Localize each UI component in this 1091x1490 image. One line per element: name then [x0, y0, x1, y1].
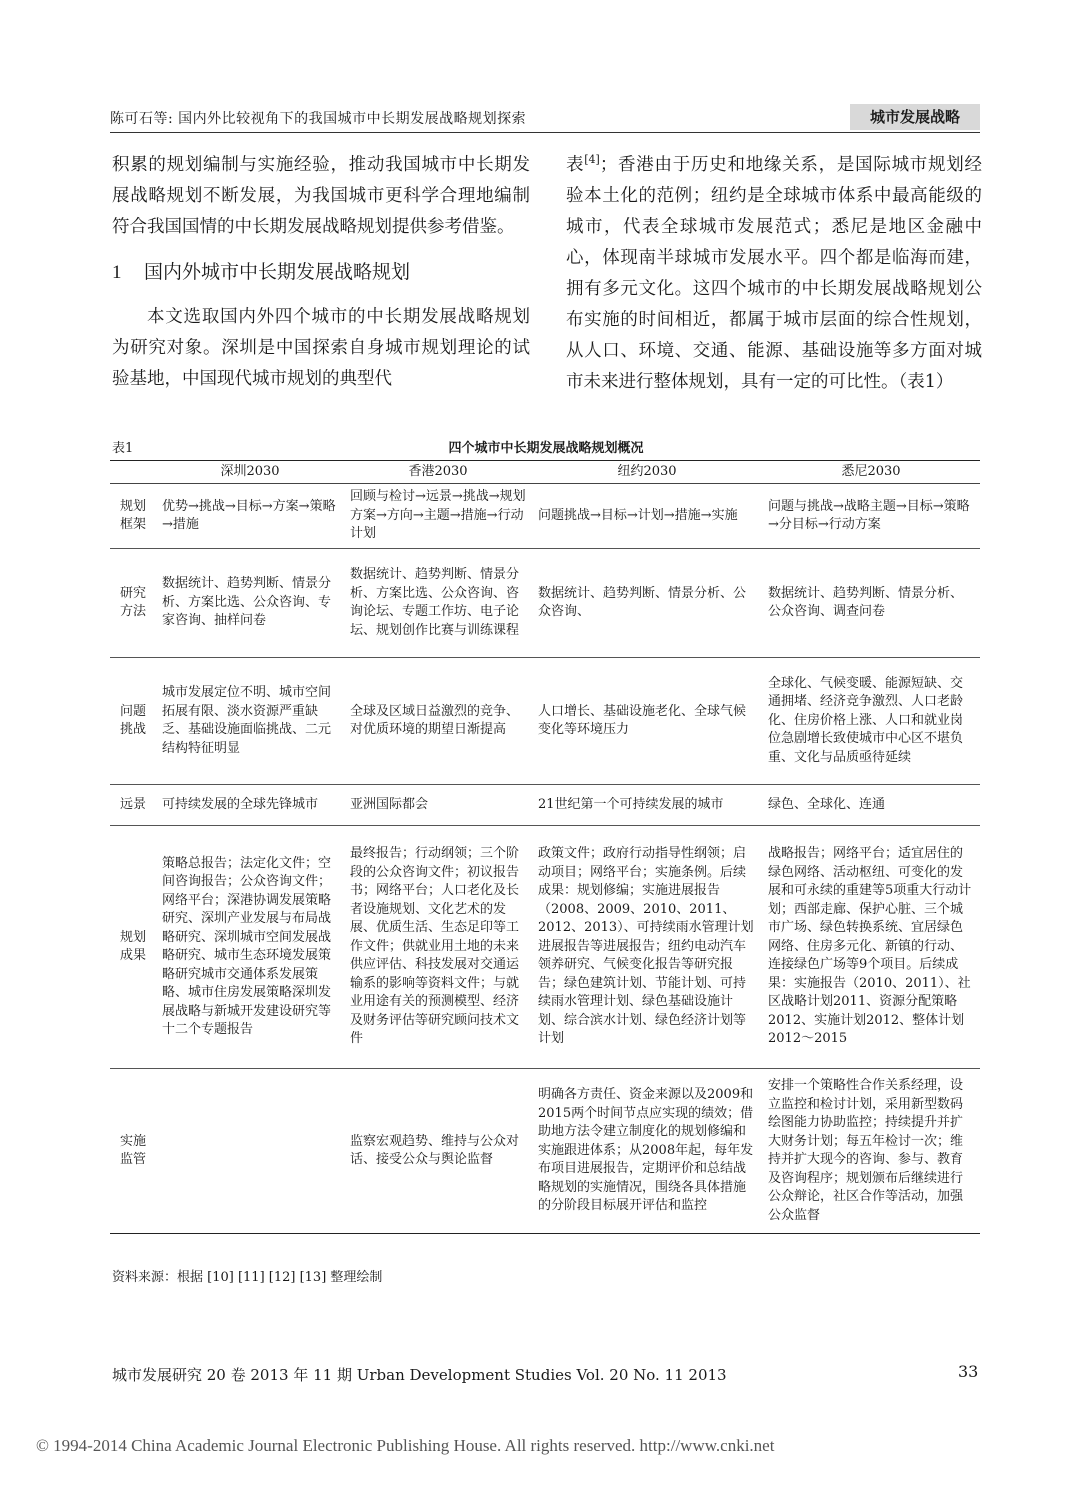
comparison-table [110, 460, 980, 1234]
row-header: 规划成果 [110, 826, 156, 1069]
table-cell: 城市发展定位不明、城市空间拓展有限、淡水资源严重缺乏、基础设施面临挑战、二元结构特征明显 [156, 658, 344, 785]
table-row [110, 785, 980, 826]
column-header [110, 461, 156, 484]
table-label: 表1 [112, 441, 134, 456]
section-title: 国内外城市中长期发展战略规划 [144, 261, 411, 283]
table-cell: 安排一个策略性合作关系经理，设立监控和检讨计划，采用新型数码绘图能力协助监控；持续提升并扩大财务计划；每五年检讨一次；维持并扩大现今的咨询、参与、教育及咨询程序；规划颁布后继续进行公众辩论，社区合作等活动，加强公众监督 [762, 1069, 980, 1234]
table-cell: 明确各方责任、资金来源以及2009和2015两个时间节点应实现的绩效；借助地方法令建立制度化的规划修编和实施跟进体系；从2008年起，每年发布项目进展报告，定期评价和总结战略规划的实施情况，围绕各具体措施的分阶段目标展开评估和监控 [532, 1069, 762, 1234]
section-number: 1 [112, 262, 122, 283]
table-row [110, 658, 980, 785]
page-number: 33 [958, 1362, 979, 1381]
paragraph: 积累的规划编制与实施经验，推动我国城市中长期发展战略规划不断发展，为我国城市更科学合理地编制符合我国国情的中长期发展战略规划提供参考借鉴。 [112, 155, 530, 237]
table-cell: 全球化、气候变暖、能源短缺、交通拥堵、经济竞争激烈、人口老龄化、住房价格上涨、人口和就业岗位急剧增长致使城市中心区不堪负重、文化与品质亟待延续 [762, 658, 980, 785]
table-row [110, 1069, 980, 1234]
table-cell: 21世纪第一个可持续发展的城市 [532, 785, 762, 826]
table-cell: 问题挑战→目标→计划→措施→实施 [532, 484, 762, 549]
running-header-section: 城市发展战略 [850, 104, 980, 130]
table-row [110, 549, 980, 658]
column-header: 深圳2030 [156, 461, 344, 484]
table-cell: 策略总报告；法定化文件；空间咨询报告；公众咨询文件；网络平台；深港协调发展策略研究、深圳产业发展与布局战略研究、深圳城市空间发展战略研究、城市生态环境发展策略研究城市交通体系发展策略、城市住房发展策略深圳发展战略与新城开发建设研究等十二个专题报告 [156, 826, 344, 1069]
citation: [4] [584, 153, 600, 167]
table-cell: 问题与挑战→战略主题→目标→策略→分目标→行动方案 [762, 484, 980, 549]
table-source-note: 资料来源：根据 [10] [11] [12] [13] 整理绘制 [112, 1270, 383, 1285]
column-header: 纽约2030 [532, 461, 762, 484]
table-cell: 战略报告；网络平台；适宜居住的绿色网络、活动枢纽、可变化的发展和可永续的重建等5项重大行动计划；西部走廊、保护心脏、三个城市广场、绿色转换系统、宜居绿色网络、住房多元化、新镇的行动、连接绿色广场等9个项目。后续成果：实施报告（2010、2011）、社区战略计划2011、资源分配策略2012、实施计划2012、整体计划2012～2015 [762, 826, 980, 1069]
table-cell: 绿色、全球化、连通 [762, 785, 980, 826]
paragraph-start: 表 [566, 155, 585, 175]
running-header-title: 陈可石等: 国内外比较视角下的我国城市中长期发展战略规划探索 [110, 111, 527, 127]
row-header: 规划框架 [110, 484, 156, 549]
table-cell: 全球及区域日益激烈的竞争、对优质环境的期望日渐提高 [344, 658, 532, 785]
table-cell [156, 1069, 344, 1234]
column-header: 悉尼2030 [762, 461, 980, 484]
table-cell: 政策文件；政府行动指导性纲领；启动项目；网络平台；实施条例。后续成果：规划修编；实施进展报告（2008、2009、2010、2011、2012、2013）、可持续雨水管理计划进展报告等进展报告；纽约电动汽车领养研究、气候变化报告等研究报告；绿色建筑计划、节能计划、可持续雨水管理计划、绿色基础设施计划、综合滨水计划、绿色经济计划等计划 [532, 826, 762, 1069]
table-cell: 数据统计、趋势判断、情景分析、公众咨询、 [532, 549, 762, 658]
table-cell: 数据统计、趋势判断、情景分析、方案比选、公众咨询、咨询论坛、专题工作坊、电子论坛、规划创作比赛与训练课程 [344, 549, 532, 658]
copyright-notice: © 1994-2014 China Academic Journal Electronic Publishing House. All rights reserved. http://www.cnki.net [36, 1436, 775, 1455]
row-header: 实施监管 [110, 1069, 156, 1234]
table-cell: 回顾与检讨→远景→挑战→规划方案→方向→主题→措施→行动计划 [344, 484, 532, 549]
header-rule [110, 132, 980, 133]
paragraph-continued: ；香港由于历史和地缘关系，是国际城市规划经验本土化的范例；纽约是全球城市体系中最高能级的城市，代表全球城市发展范式；悉尼是地区金融中心，体现南半球城市发展水平。四个都是临海而建，拥有多元文化。这四个城市的中长期发展战略规划公布实施的时间相近，都属于城市层面的综合性规划，从人口、环境、交通、能源、基础设施等多方面对城市未来进行整体规划，具有一定的可比性。（表1） [566, 155, 982, 392]
table-cell: 监察宏观趋势、维持与公众对话、接受公众与舆论监督 [344, 1069, 532, 1234]
table-cell: 优势→挑战→目标→方案→策略→措施 [156, 484, 344, 549]
table-caption [112, 437, 980, 457]
table-cell: 最终报告；行动纲领；三个阶段的公众咨询文件；初议报告书；网络平台；人口老化及长者设施规划、文化艺术的发展、优质生活、生态足印等工作文件；供就业用土地的未来供应评估、科技发展对交通运输系的影响等资料文件；与就业用途有关的预测模型、经济及财务评估等研究顾问技术文件 [344, 826, 532, 1069]
table-cell: 数据统计、趋势判断、情景分析、方案比选、公众咨询、专家咨询、抽样问卷 [156, 549, 344, 658]
table-cell: 数据统计、趋势判断、情景分析、公众咨询、调查问卷 [762, 549, 980, 658]
table-row [110, 826, 980, 1069]
table-row [110, 484, 980, 549]
row-header: 问题挑战 [110, 658, 156, 785]
paragraph [566, 150, 982, 398]
section-heading [112, 257, 530, 288]
table-cell: 人口增长、基础设施老化、全球气候变化等环境压力 [532, 658, 762, 785]
table-cell: 亚洲国际都会 [344, 785, 532, 826]
table-header-row [110, 461, 980, 484]
right-column [566, 150, 982, 398]
column-header: 香港2030 [344, 461, 532, 484]
left-column [112, 150, 530, 395]
paragraph: 本文选取国内外四个城市的中长期发展战略规划为研究对象。深圳是中国探索自身城市规划理论的试验基地，中国现代城市规划的典型代 [112, 307, 530, 389]
table-title: 四个城市中长期发展战略规划概况 [448, 441, 644, 456]
journal-footer: 城市发展研究 20 卷 2013 年 11 期 Urban Development Studies Vol. 20 No. 11 2013 [112, 1366, 727, 1384]
table-cell: 可持续发展的全球先锋城市 [156, 785, 344, 826]
row-header: 远景 [110, 785, 156, 826]
row-header: 研究方法 [110, 549, 156, 658]
